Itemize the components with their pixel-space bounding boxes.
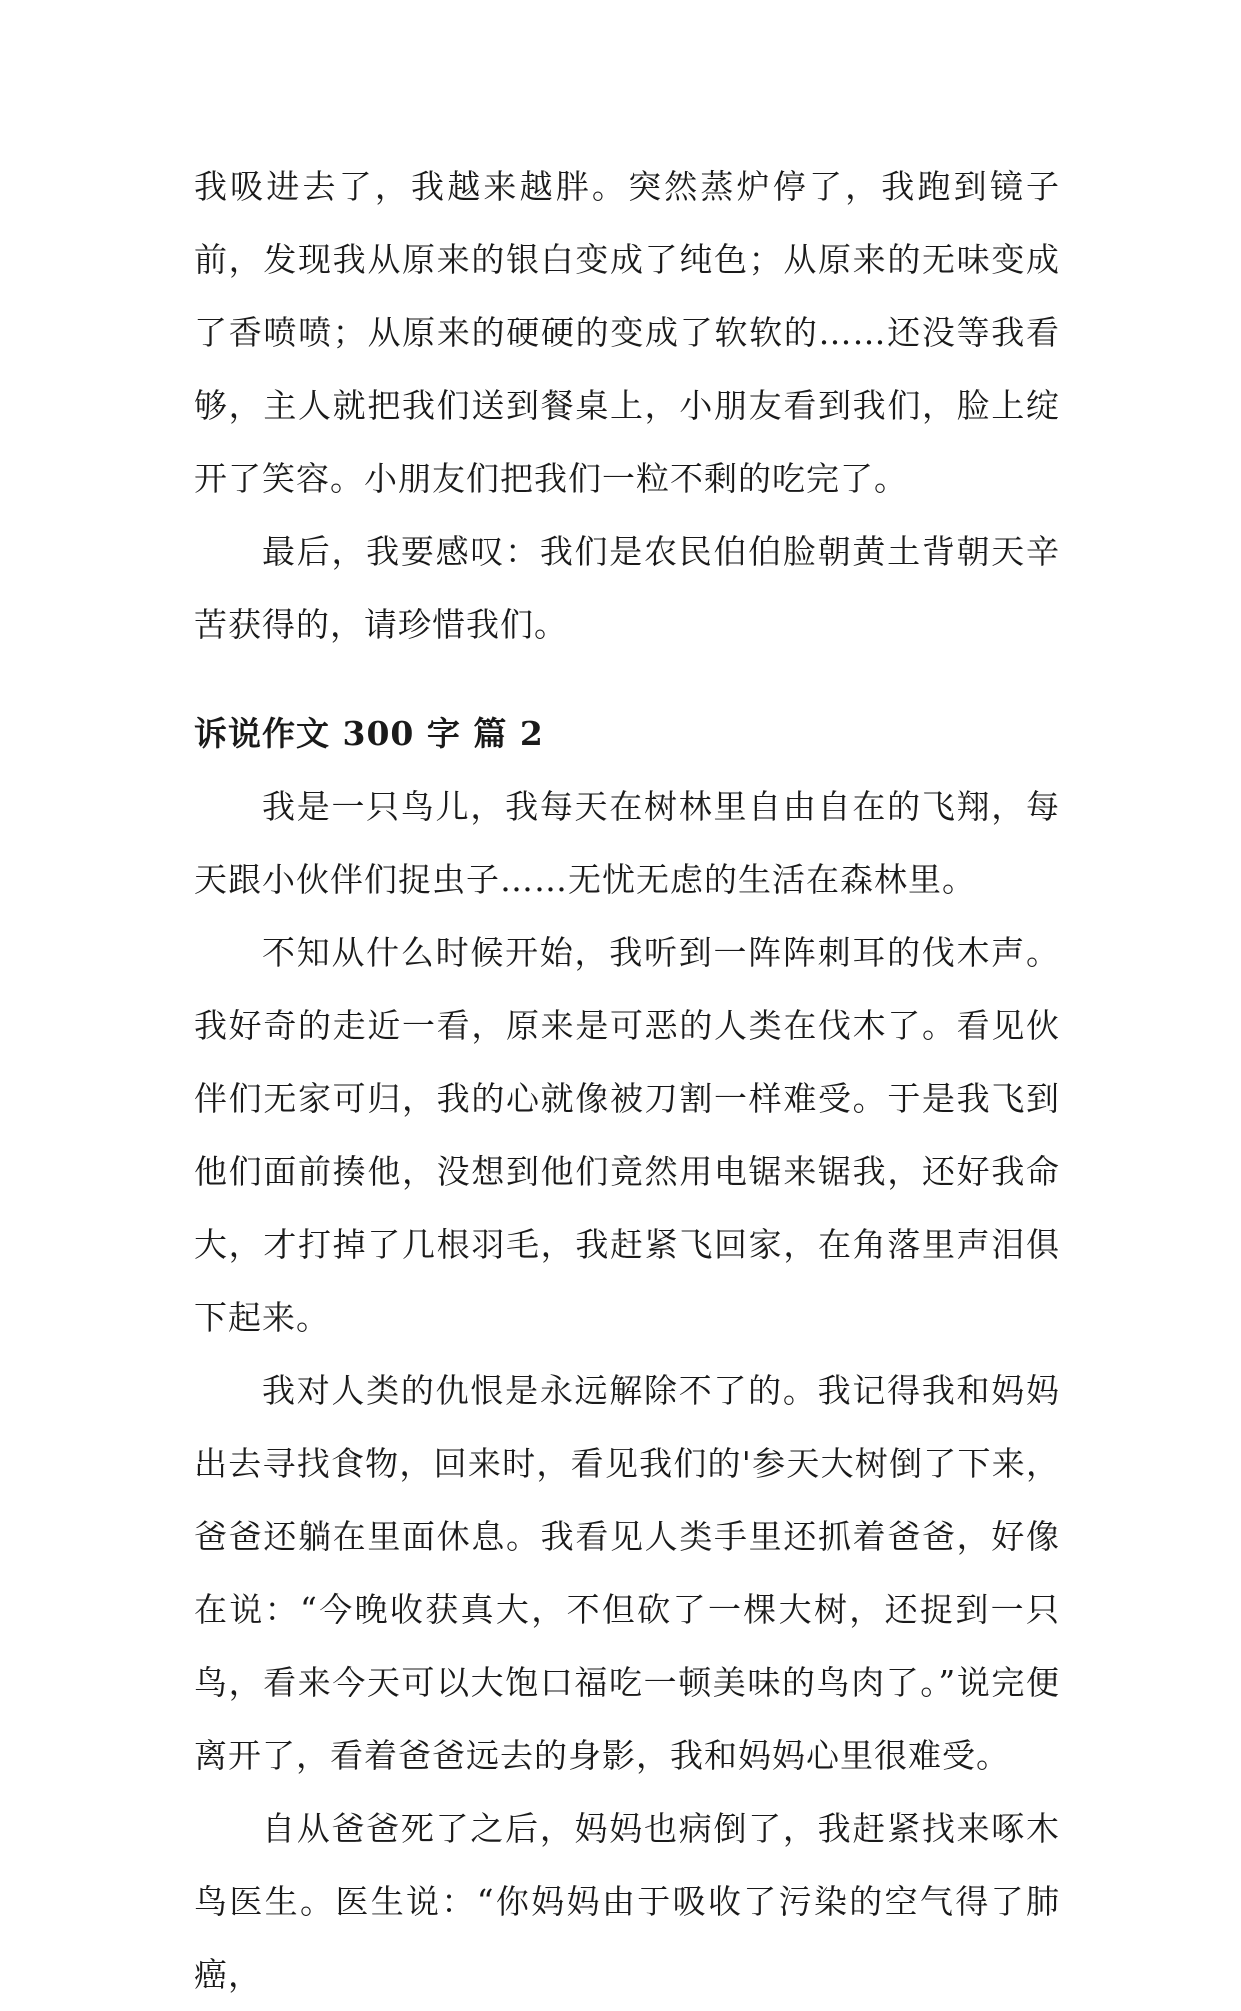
document-page: [194, 150, 1060, 2011]
paragraph-1: 我是一只鸟儿，我每天在树林里自由自在的飞翔，每天跟小伙伴们捉虫子……无忧无虑的生活在森林里。: [194, 787, 1060, 899]
continuation-paragraph: 我吸进去了，我越来越胖。突然蒸炉停了，我跑到镜子前，发现我从原来的银白变成了纯色；从原来的无味变成了香喷喷；从原来的硬硬的变成了软软的……还没等我看够，主人就把我们送到餐桌上，小朋友看到我们，脸上绽开了笑容。小朋友们把我们一粒不剩的吃完了。: [194, 167, 1060, 498]
closing-paragraph: 最后，我要感叹：我们是农民伯伯脸朝黄土背朝天辛苦获得的，请珍惜我们。: [194, 532, 1060, 644]
paragraph-4: 自从爸爸死了之后，妈妈也病倒了，我赶紧找来啄木鸟医生。医生说：“你妈妈由于吸收了污染的空气得了肺癌，: [194, 1809, 1060, 1994]
section-title: 诉说作文 300 字 篇 2: [194, 714, 544, 753]
paragraph-2: 不知从什么时候开始，我听到一阵阵刺耳的伐木声。我好奇的走近一看，原来是可恶的人类在伐木了。看见伙伴们无家可归，我的心就像被刀割一样难受。于是我飞到他们面前揍他，没想到他们竟然用电锯来锯我，还好我命大，才打掉了几根羽毛，我赶紧飞回家，在角落里声泪俱下起来。: [194, 933, 1060, 1337]
paragraph-3: 我对人类的仇恨是永远解除不了的。我记得我和妈妈出去寻找食物，回来时，看见我们的'参天大树倒了下来，爸爸还躺在里面休息。我看见人类手里还抓着爸爸，好像在说：“今晚收获真大，不但砍了一棵大树，还捉到一只鸟，看来今天可以大饱口福吃一顿美味的鸟肉了。”说完便离开了，看着爸爸远去的身影，我和妈妈心里很难受。: [194, 1371, 1060, 1775]
